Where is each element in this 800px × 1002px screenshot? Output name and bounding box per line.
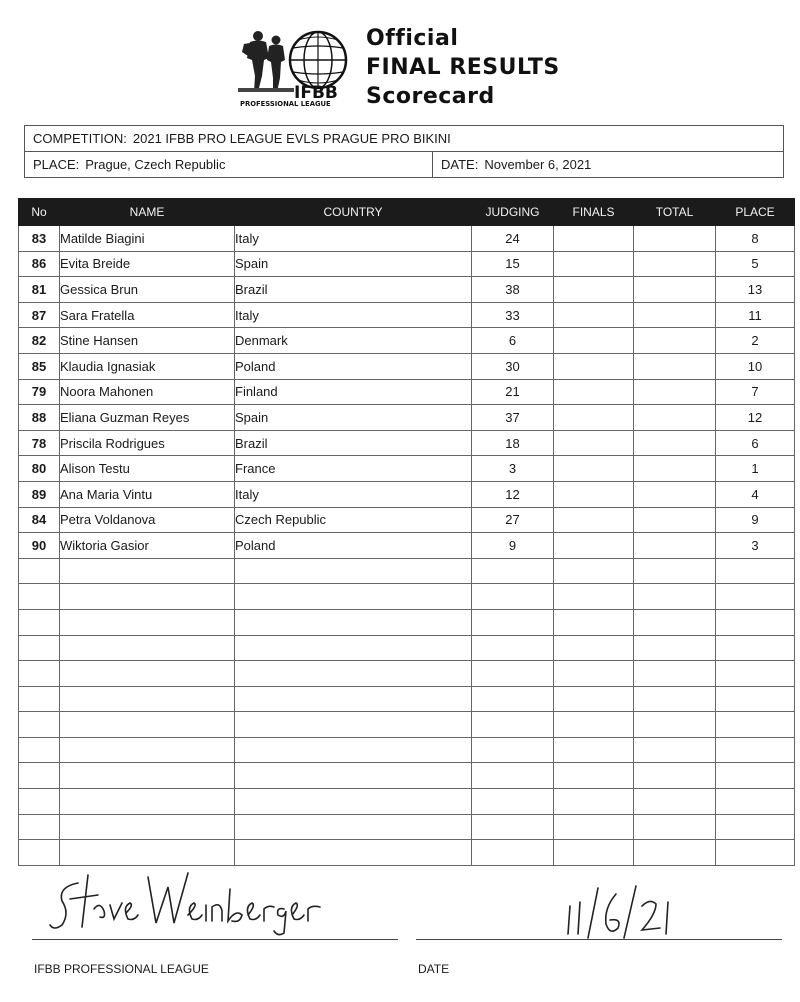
blank-cell bbox=[716, 635, 795, 661]
footer-date-label: DATE bbox=[418, 962, 450, 976]
blank-cell bbox=[554, 584, 634, 610]
cell-place: 2 bbox=[716, 328, 795, 354]
cell-country: Finland bbox=[235, 379, 472, 405]
blank-row bbox=[19, 558, 795, 584]
cell-country: Italy bbox=[235, 481, 472, 507]
competition-label: COMPETITION: bbox=[33, 131, 127, 146]
blank-cell bbox=[60, 737, 235, 763]
header-finals: FINALS bbox=[554, 199, 634, 226]
table-row bbox=[19, 328, 795, 354]
blank-cell bbox=[554, 712, 634, 738]
blank-cell bbox=[19, 558, 60, 584]
cell-finals bbox=[554, 302, 634, 328]
footer-organization-label: IFBB PROFESSIONAL LEAGUE bbox=[34, 962, 209, 976]
blank-cell bbox=[554, 789, 634, 815]
place-label: PLACE: bbox=[33, 157, 80, 172]
cell-judging: 15 bbox=[472, 251, 554, 277]
table-row bbox=[19, 353, 795, 379]
blank-cell bbox=[634, 635, 716, 661]
cell-judging: 30 bbox=[472, 353, 554, 379]
cell-no: 85 bbox=[19, 353, 60, 379]
blank-cell bbox=[716, 789, 795, 815]
cell-judging: 38 bbox=[472, 277, 554, 303]
cell-judging: 9 bbox=[472, 533, 554, 559]
cell-country: Denmark bbox=[235, 328, 472, 354]
cell-total bbox=[634, 481, 716, 507]
blank-cell bbox=[716, 814, 795, 840]
blank-row bbox=[19, 840, 795, 866]
blank-cell bbox=[60, 840, 235, 866]
blank-cell bbox=[235, 558, 472, 584]
blank-cell bbox=[235, 609, 472, 635]
blank-cell bbox=[235, 686, 472, 712]
cell-country: France bbox=[235, 456, 472, 482]
blank-cell bbox=[634, 686, 716, 712]
table-row bbox=[19, 430, 795, 456]
blank-cell bbox=[554, 661, 634, 687]
blank-cell bbox=[716, 712, 795, 738]
cell-judging: 27 bbox=[472, 507, 554, 533]
cell-country: Italy bbox=[235, 302, 472, 328]
blank-cell bbox=[235, 789, 472, 815]
blank-cell bbox=[634, 814, 716, 840]
blank-cell bbox=[716, 609, 795, 635]
blank-row bbox=[19, 635, 795, 661]
blank-cell bbox=[19, 814, 60, 840]
scorecard-header bbox=[0, 0, 800, 120]
blank-cell bbox=[472, 584, 554, 610]
cell-total bbox=[634, 328, 716, 354]
table-row bbox=[19, 226, 795, 252]
blank-cell bbox=[60, 686, 235, 712]
blank-cell bbox=[235, 584, 472, 610]
table-row bbox=[19, 277, 795, 303]
cell-total bbox=[634, 507, 716, 533]
blank-cell bbox=[60, 763, 235, 789]
blank-cell bbox=[19, 712, 60, 738]
blank-cell bbox=[60, 814, 235, 840]
logo-subtitle: PROFESSIONAL LEAGUE bbox=[240, 100, 331, 108]
cell-total bbox=[634, 302, 716, 328]
blank-cell bbox=[472, 814, 554, 840]
cell-finals bbox=[554, 379, 634, 405]
blank-cell bbox=[472, 737, 554, 763]
blank-cell bbox=[634, 558, 716, 584]
header-name: NAME bbox=[60, 199, 235, 226]
cell-no: 88 bbox=[19, 405, 60, 431]
blank-row bbox=[19, 686, 795, 712]
cell-country: Poland bbox=[235, 353, 472, 379]
blank-cell bbox=[472, 840, 554, 866]
blank-cell bbox=[716, 737, 795, 763]
cell-country: Czech Republic bbox=[235, 507, 472, 533]
cell-name: Noora Mahonen bbox=[60, 379, 235, 405]
cell-no: 80 bbox=[19, 456, 60, 482]
cell-place: 3 bbox=[716, 533, 795, 559]
cell-no: 87 bbox=[19, 302, 60, 328]
blank-cell bbox=[60, 635, 235, 661]
cell-name: Priscila Rodrigues bbox=[60, 430, 235, 456]
blank-row bbox=[19, 609, 795, 635]
cell-total bbox=[634, 353, 716, 379]
cell-place: 5 bbox=[716, 251, 795, 277]
cell-judging: 24 bbox=[472, 226, 554, 252]
title-line-scorecard: Scorecard bbox=[366, 84, 495, 109]
blank-cell bbox=[19, 635, 60, 661]
blank-cell bbox=[235, 814, 472, 840]
cell-total bbox=[634, 277, 716, 303]
blank-cell bbox=[472, 635, 554, 661]
cell-finals bbox=[554, 430, 634, 456]
blank-row bbox=[19, 737, 795, 763]
blank-cell bbox=[19, 840, 60, 866]
cell-name: Stine Hansen bbox=[60, 328, 235, 354]
blank-cell bbox=[554, 763, 634, 789]
competition-info-box bbox=[24, 125, 784, 178]
cell-no: 82 bbox=[19, 328, 60, 354]
cell-no: 90 bbox=[19, 533, 60, 559]
blank-cell bbox=[554, 814, 634, 840]
cell-place: 4 bbox=[716, 481, 795, 507]
cell-total bbox=[634, 379, 716, 405]
blank-cell bbox=[634, 737, 716, 763]
cell-no: 81 bbox=[19, 277, 60, 303]
date-line bbox=[416, 939, 782, 940]
blank-cell bbox=[19, 609, 60, 635]
header-judging: JUDGING bbox=[472, 199, 554, 226]
blank-cell bbox=[19, 789, 60, 815]
table-header-row bbox=[19, 199, 795, 226]
header-place: PLACE bbox=[716, 199, 795, 226]
cell-total bbox=[634, 430, 716, 456]
blank-row bbox=[19, 661, 795, 687]
cell-finals bbox=[554, 507, 634, 533]
blank-cell bbox=[60, 584, 235, 610]
cell-finals bbox=[554, 481, 634, 507]
blank-cell bbox=[716, 763, 795, 789]
ifbb-logo bbox=[236, 26, 358, 108]
blank-cell bbox=[235, 737, 472, 763]
blank-cell bbox=[634, 763, 716, 789]
cell-name: Klaudia Ignasiak bbox=[60, 353, 235, 379]
cell-country: Poland bbox=[235, 533, 472, 559]
cell-no: 89 bbox=[19, 481, 60, 507]
cell-name: Matilde Biagini bbox=[60, 226, 235, 252]
cell-no: 78 bbox=[19, 430, 60, 456]
date-label: DATE: bbox=[441, 157, 479, 172]
blank-row bbox=[19, 814, 795, 840]
cell-place: 9 bbox=[716, 507, 795, 533]
blank-cell bbox=[19, 584, 60, 610]
blank-cell bbox=[19, 686, 60, 712]
blank-cell bbox=[472, 661, 554, 687]
cell-place: 13 bbox=[716, 277, 795, 303]
blank-cell bbox=[472, 558, 554, 584]
blank-cell bbox=[716, 686, 795, 712]
blank-row bbox=[19, 763, 795, 789]
blank-cell bbox=[235, 635, 472, 661]
cell-name: Sara Fratella bbox=[60, 302, 235, 328]
cell-total bbox=[634, 533, 716, 559]
cell-judging: 33 bbox=[472, 302, 554, 328]
cell-place: 8 bbox=[716, 226, 795, 252]
cell-judging: 6 bbox=[472, 328, 554, 354]
cell-total bbox=[634, 251, 716, 277]
table-row bbox=[19, 481, 795, 507]
table-row bbox=[19, 456, 795, 482]
table-row bbox=[19, 507, 795, 533]
cell-country: Italy bbox=[235, 226, 472, 252]
blank-cell bbox=[472, 789, 554, 815]
cell-country: Spain bbox=[235, 405, 472, 431]
cell-finals bbox=[554, 277, 634, 303]
cell-judging: 3 bbox=[472, 456, 554, 482]
blank-cell bbox=[716, 840, 795, 866]
cell-name: Ana Maria Vintu bbox=[60, 481, 235, 507]
date-value: November 6, 2021 bbox=[484, 157, 592, 172]
results-table bbox=[18, 198, 795, 866]
blank-cell bbox=[235, 763, 472, 789]
header-country: COUNTRY bbox=[235, 199, 472, 226]
cell-finals bbox=[554, 226, 634, 252]
cell-judging: 12 bbox=[472, 481, 554, 507]
blank-cell bbox=[554, 635, 634, 661]
cell-country: Spain bbox=[235, 251, 472, 277]
cell-country: Brazil bbox=[235, 430, 472, 456]
cell-finals bbox=[554, 251, 634, 277]
table-row bbox=[19, 405, 795, 431]
blank-cell bbox=[472, 712, 554, 738]
table-row bbox=[19, 533, 795, 559]
cell-place: 7 bbox=[716, 379, 795, 405]
cell-name: Wiktoria Gasior bbox=[60, 533, 235, 559]
cell-judging: 21 bbox=[472, 379, 554, 405]
title-line-official: Official bbox=[366, 26, 459, 51]
cell-name: Eliana Guzman Reyes bbox=[60, 405, 235, 431]
cell-finals bbox=[554, 353, 634, 379]
blank-cell bbox=[634, 609, 716, 635]
table-row bbox=[19, 379, 795, 405]
blank-cell bbox=[19, 661, 60, 687]
blank-row bbox=[19, 712, 795, 738]
cell-judging: 37 bbox=[472, 405, 554, 431]
cell-finals bbox=[554, 533, 634, 559]
blank-cell bbox=[716, 661, 795, 687]
blank-cell bbox=[60, 661, 235, 687]
blank-cell bbox=[634, 584, 716, 610]
blank-cell bbox=[472, 686, 554, 712]
cell-place: 11 bbox=[716, 302, 795, 328]
cell-finals bbox=[554, 456, 634, 482]
cell-finals bbox=[554, 405, 634, 431]
competition-row bbox=[25, 126, 783, 151]
blank-row bbox=[19, 584, 795, 610]
header-total: TOTAL bbox=[634, 199, 716, 226]
blank-cell bbox=[235, 840, 472, 866]
blank-cell bbox=[554, 840, 634, 866]
blank-cell bbox=[634, 712, 716, 738]
cell-place: 12 bbox=[716, 405, 795, 431]
cell-finals bbox=[554, 328, 634, 354]
cell-judging: 18 bbox=[472, 430, 554, 456]
blank-cell bbox=[634, 840, 716, 866]
blank-cell bbox=[60, 609, 235, 635]
cell-total bbox=[634, 456, 716, 482]
blank-cell bbox=[554, 609, 634, 635]
cell-place: 1 bbox=[716, 456, 795, 482]
cell-total bbox=[634, 405, 716, 431]
cell-name: Gessica Brun bbox=[60, 277, 235, 303]
blank-cell bbox=[235, 712, 472, 738]
cell-no: 84 bbox=[19, 507, 60, 533]
header-no: No bbox=[19, 199, 60, 226]
blank-cell bbox=[235, 661, 472, 687]
blank-cell bbox=[554, 558, 634, 584]
scorecard-title bbox=[366, 24, 560, 111]
place-date-row bbox=[25, 151, 783, 177]
place-value: Prague, Czech Republic bbox=[85, 157, 226, 172]
blank-cell bbox=[19, 737, 60, 763]
blank-cell bbox=[554, 686, 634, 712]
blank-cell bbox=[472, 609, 554, 635]
blank-cell bbox=[716, 558, 795, 584]
cell-place: 6 bbox=[716, 430, 795, 456]
blank-row bbox=[19, 789, 795, 815]
cell-country: Brazil bbox=[235, 277, 472, 303]
cell-no: 83 bbox=[19, 226, 60, 252]
results-body bbox=[19, 226, 795, 866]
blank-cell bbox=[60, 558, 235, 584]
title-line-final-results: FINAL RESULTS bbox=[366, 55, 560, 80]
logo-wordmark: IFBB bbox=[294, 83, 338, 103]
blank-cell bbox=[716, 584, 795, 610]
table-row bbox=[19, 251, 795, 277]
blank-cell bbox=[60, 712, 235, 738]
blank-cell bbox=[634, 789, 716, 815]
blank-cell bbox=[554, 737, 634, 763]
cell-name: Petra Voldanova bbox=[60, 507, 235, 533]
blank-cell bbox=[634, 661, 716, 687]
competition-value: 2021 IFBB PRO LEAGUE EVLS PRAGUE PRO BIKINI bbox=[132, 131, 451, 146]
handwritten-date bbox=[560, 884, 680, 940]
table-row bbox=[19, 302, 795, 328]
blank-cell bbox=[19, 763, 60, 789]
cell-name: Alison Testu bbox=[60, 456, 235, 482]
blank-cell bbox=[472, 763, 554, 789]
blank-cell bbox=[60, 789, 235, 815]
cell-no: 86 bbox=[19, 251, 60, 277]
signature-line bbox=[32, 939, 398, 940]
cell-name: Evita Breide bbox=[60, 251, 235, 277]
cell-place: 10 bbox=[716, 353, 795, 379]
cell-no: 79 bbox=[19, 379, 60, 405]
official-signature bbox=[48, 865, 328, 937]
cell-total bbox=[634, 226, 716, 252]
